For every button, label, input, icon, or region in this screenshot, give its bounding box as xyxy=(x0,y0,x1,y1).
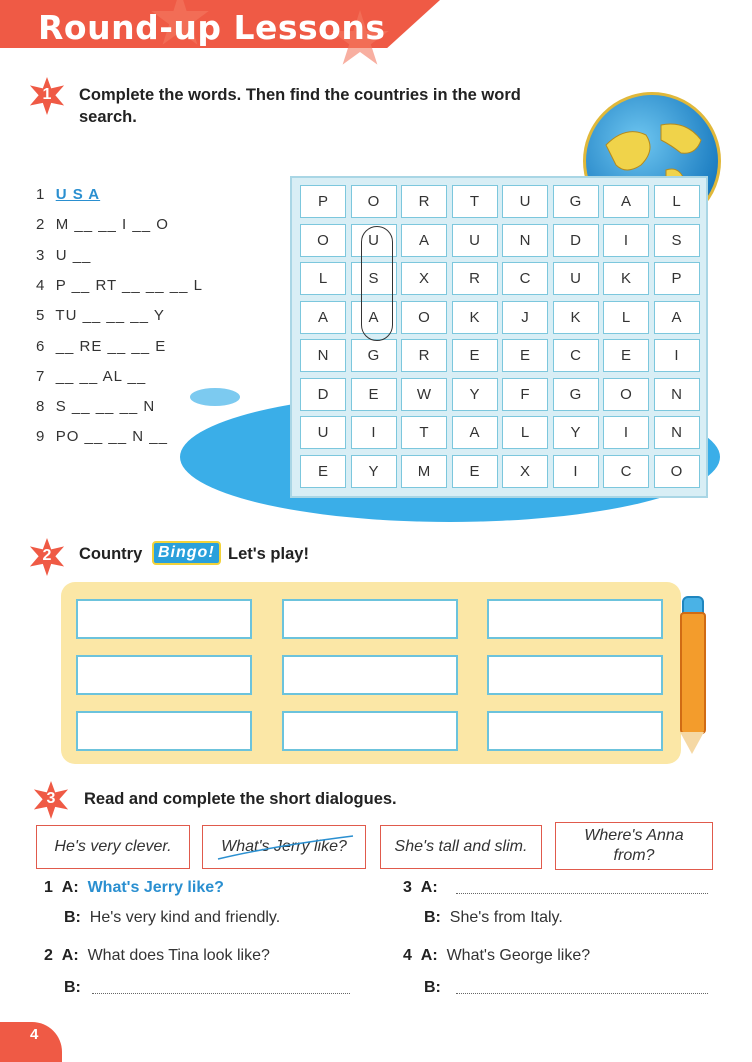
grid-cell[interactable]: N xyxy=(654,378,700,411)
section-2-instruction-lead: Country xyxy=(79,545,143,563)
grid-cell[interactable]: X xyxy=(401,262,447,295)
phrase-box: Where's Anna from? xyxy=(555,822,713,870)
grid-cell[interactable]: G xyxy=(553,185,599,218)
grid-cell[interactable]: K xyxy=(452,301,498,334)
grid-cell[interactable]: N xyxy=(502,224,548,257)
word-item-4: 4 P __ RT __ __ __ L xyxy=(36,277,203,294)
section-3-instruction: Read and complete the short dialogues. xyxy=(84,790,397,808)
grid-cell[interactable]: N xyxy=(300,339,346,372)
bingo-logo: Bingo! xyxy=(152,541,221,565)
grid-cell[interactable]: I xyxy=(553,455,599,488)
grid-cell[interactable]: O xyxy=(351,185,397,218)
grid-cell[interactable]: U xyxy=(351,224,397,257)
grid-cell[interactable]: C xyxy=(553,339,599,372)
word-item-7: 7 __ __ AL __ xyxy=(36,368,147,385)
phrase-box-used xyxy=(202,825,366,869)
answer-line[interactable] xyxy=(92,993,350,994)
grid-cell[interactable]: I xyxy=(351,416,397,449)
grid-cell[interactable]: O xyxy=(300,224,346,257)
grid-cell[interactable]: G xyxy=(553,378,599,411)
grid-cell[interactable]: A xyxy=(603,185,649,218)
section-3-badge: 3 xyxy=(32,781,70,819)
answer-line[interactable] xyxy=(456,993,708,994)
dialogue-4-b: B: xyxy=(424,979,441,996)
bingo-cell[interactable] xyxy=(487,711,663,751)
word-item-2: 2 M __ __ I __ O xyxy=(36,216,169,233)
bingo-cell[interactable] xyxy=(76,599,252,639)
answer-line[interactable] xyxy=(456,893,708,894)
grid-cell[interactable]: A xyxy=(401,224,447,257)
grid-cell[interactable]: R xyxy=(401,185,447,218)
pencil-icon xyxy=(680,612,706,734)
grid-cell[interactable]: U xyxy=(452,224,498,257)
section-1-instruction: Complete the words. Then find the countries in the word search. xyxy=(79,86,521,126)
grid-cell[interactable]: J xyxy=(502,301,548,334)
grid-cell[interactable]: W xyxy=(401,378,447,411)
grid-cell[interactable]: O xyxy=(401,301,447,334)
grid-cell[interactable]: I xyxy=(603,416,649,449)
grid-cell[interactable]: I xyxy=(654,339,700,372)
grid-cell[interactable]: N xyxy=(654,416,700,449)
grid-cell[interactable]: R xyxy=(401,339,447,372)
grid-cell[interactable]: U xyxy=(502,185,548,218)
grid-cell[interactable]: E xyxy=(351,378,397,411)
grid-cell[interactable]: C xyxy=(502,262,548,295)
word-item-5: 5 TU __ __ __ Y xyxy=(36,307,165,324)
grid-cell[interactable]: P xyxy=(300,185,346,218)
dialogue-2-a: 2 A: What does Tina look like? xyxy=(44,947,270,964)
grid-cell[interactable]: D xyxy=(300,378,346,411)
dialogue-3-b: B: She's from Italy. xyxy=(424,909,563,926)
word-item-8: 8 S __ __ __ N xyxy=(36,398,156,415)
strike-line xyxy=(213,834,358,862)
grid-cell[interactable]: L xyxy=(300,262,346,295)
grid-cell[interactable]: L xyxy=(603,301,649,334)
bingo-cell[interactable] xyxy=(282,599,458,639)
page-number-tab: 4 xyxy=(0,1022,62,1062)
grid-cell[interactable]: E xyxy=(452,339,498,372)
grid-cell[interactable]: O xyxy=(603,378,649,411)
grid-cell[interactable]: I xyxy=(603,224,649,257)
grid-cell[interactable]: M xyxy=(401,455,447,488)
bingo-cell[interactable] xyxy=(487,655,663,695)
pencil-icon xyxy=(680,732,704,754)
word-item-6: 6 __ RE __ __ E xyxy=(36,338,167,355)
section-2-badge: 2 xyxy=(28,538,66,576)
section-1-badge: 1 xyxy=(28,77,66,115)
grid-cell[interactable]: Y xyxy=(452,378,498,411)
grid-cell[interactable]: K xyxy=(603,262,649,295)
phrase-text: What's Jerry like? xyxy=(221,838,347,855)
grid-cell[interactable]: P xyxy=(654,262,700,295)
water-decoration xyxy=(190,388,240,406)
grid-cell[interactable]: D xyxy=(553,224,599,257)
grid-cell[interactable]: U xyxy=(553,262,599,295)
grid-cell[interactable]: Y xyxy=(553,416,599,449)
phrase-box: He's very clever. xyxy=(36,825,190,869)
dialogue-1-b: B: He's very kind and friendly. xyxy=(64,909,281,926)
phrase-box: She's tall and slim. xyxy=(380,825,542,869)
word-item-3: 3 U __ xyxy=(36,247,92,264)
bingo-cell[interactable] xyxy=(282,655,458,695)
word-item-9: 9 PO __ __ N __ xyxy=(36,428,168,445)
grid-cell[interactable]: O xyxy=(654,455,700,488)
grid-cell[interactable]: S xyxy=(654,224,700,257)
grid-cell[interactable]: A xyxy=(654,301,700,334)
bingo-cell[interactable] xyxy=(76,711,252,751)
section-2-instruction-tail: Let's play! xyxy=(228,545,309,563)
grid-cell[interactable]: E xyxy=(300,455,346,488)
word-item-1: 1 U S A xyxy=(36,186,101,203)
word-search-grid xyxy=(290,176,708,498)
grid-cell[interactable]: Y xyxy=(351,455,397,488)
grid-cell[interactable]: F xyxy=(502,378,548,411)
bingo-cell[interactable] xyxy=(76,655,252,695)
found-word-circle xyxy=(361,226,393,342)
grid-cell[interactable]: A xyxy=(300,301,346,334)
grid-cell[interactable]: R xyxy=(452,262,498,295)
grid-cell[interactable]: X xyxy=(502,455,548,488)
grid-cell[interactable]: A xyxy=(351,301,397,334)
page-title: Round-up Lessons xyxy=(38,8,386,47)
grid-cell[interactable]: T xyxy=(452,185,498,218)
grid-cell[interactable]: L xyxy=(654,185,700,218)
grid-cell[interactable]: K xyxy=(553,301,599,334)
grid-cell[interactable]: U xyxy=(300,416,346,449)
bingo-cell[interactable] xyxy=(487,599,663,639)
grid-cell[interactable]: E xyxy=(603,339,649,372)
grid-cell[interactable]: E xyxy=(502,339,548,372)
dialogue-2-b: B: xyxy=(64,979,81,996)
grid-cell[interactable]: C xyxy=(603,455,649,488)
grid-cell[interactable]: L xyxy=(502,416,548,449)
grid-cell[interactable]: S xyxy=(351,262,397,295)
dialogue-4-a: 4 A: What's George like? xyxy=(403,947,591,964)
grid-cell[interactable]: A xyxy=(452,416,498,449)
grid-cell[interactable]: T xyxy=(401,416,447,449)
grid-cell[interactable]: E xyxy=(452,455,498,488)
bingo-cell[interactable] xyxy=(282,711,458,751)
dialogue-1-a: 1 A: What's Jerry like? xyxy=(44,879,224,896)
grid-cell[interactable]: G xyxy=(351,339,397,372)
dialogue-3-a: 3 A: xyxy=(403,879,438,896)
